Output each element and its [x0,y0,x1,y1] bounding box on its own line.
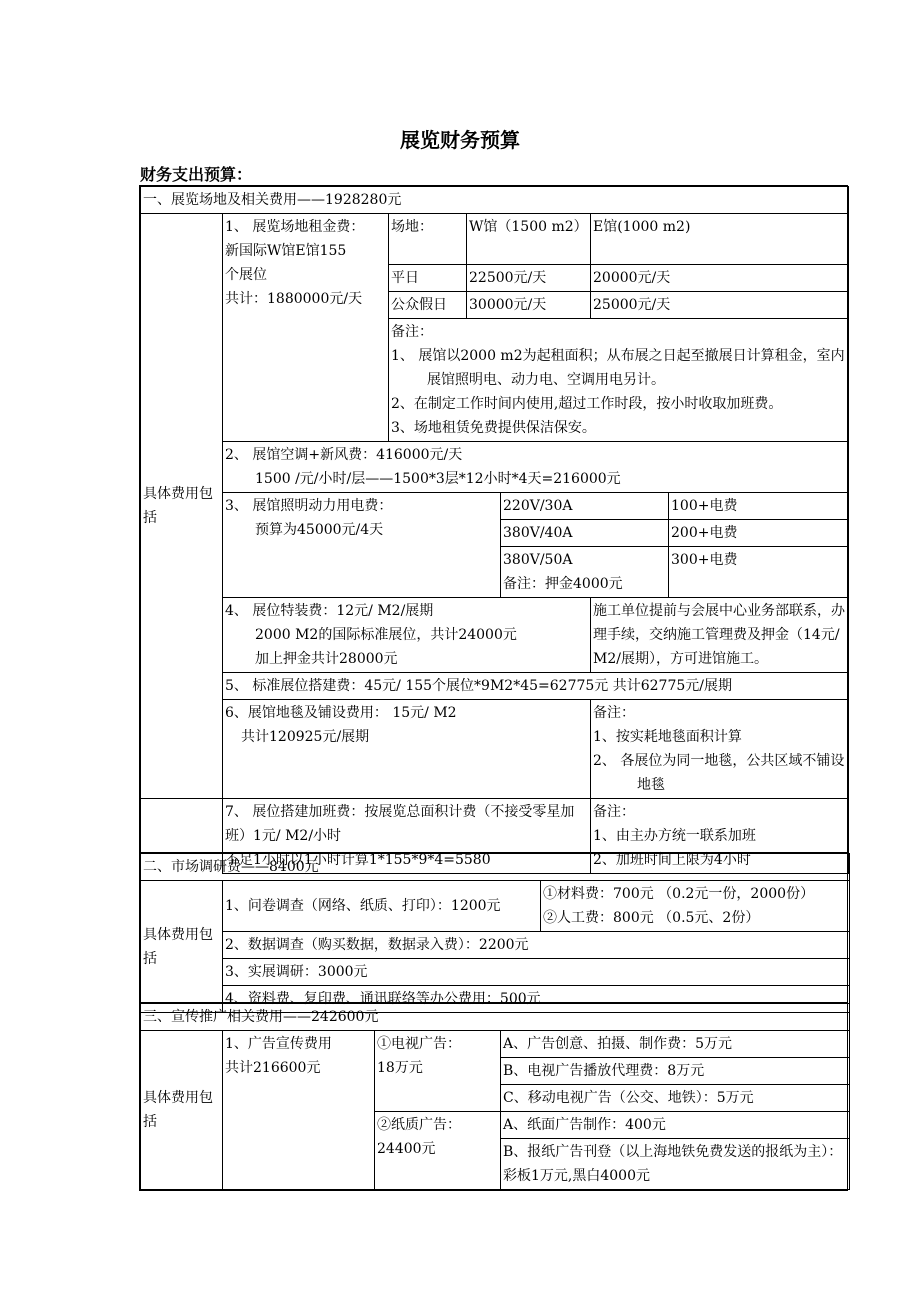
holiday-label: 公众假日 [389,292,467,319]
office-misc: 4、资料费、复印费、通讯联络等办公费用：500元 [223,986,850,1013]
text: ②纸质广告： [377,1117,461,1133]
power-spec [501,547,669,598]
text: 加上押金共计28000元 [255,651,398,667]
text: 1500 /元/小时/层——1500*3层*12小时*4天=216000元 [255,471,621,487]
text: 2000 M2的国际标准展位，共计24000元 [255,627,517,643]
text: 4、 展位特装费：12元/ M2/展期 [225,603,434,619]
text: ②人工费：800元 （0.5元、2份） [543,910,760,926]
text: 个展位 [225,267,267,283]
row-label: 具体费用包括 [141,881,223,1013]
booth-desc [223,598,591,673]
row-label: 具体费用包括 [141,214,223,799]
power-spec: 220V/30A [501,493,669,520]
text: 预算为45000元/4天 [255,522,384,538]
holiday-e: 25000元/天 [591,292,849,319]
text: 共计216600元 [225,1060,321,1076]
text: 7、 展位搭建加班费：按展览总面积计费（不接受零星加班）1元/ M2/小时 [225,804,575,844]
text: 共计：1880000元/天 [225,291,363,307]
venue-header: 场地： [389,214,467,265]
text: 新国际W馆E馆155 [225,243,347,259]
text: 不足1小时以1小时计算1*155*9*4=5580 [225,852,491,868]
power-desc [223,493,501,547]
power-fee: 300+电费 [669,547,849,598]
weekday-label: 平日 [389,265,467,292]
tv-item: C、移动电视广告（公交、地铁）：5万元 [501,1085,850,1112]
power-fee: 100+电费 [669,493,849,520]
text: 备注： [593,804,635,820]
tv-item: B、电视广告播放代理费：8万元 [501,1058,850,1085]
ad-desc [223,1031,375,1190]
power-spec: 380V/40A [501,520,669,547]
text: 1、按实耗地毯面积计算 [593,729,742,745]
carpet-notes [591,700,849,799]
section-research [139,852,848,1013]
text: 共计120925元/展期 [241,729,370,745]
section-venue [139,185,848,874]
text: 1、广告宣传费用 [225,1036,332,1052]
w-hall-header: W馆（1500 m2） [467,214,591,265]
carpet-desc [223,700,591,799]
booth-note: 施工单位提前与会展中心业务部联系，办理手续，交纳施工管理费及押金（14元/ M2/展期），方可进馆施工。 [591,598,849,673]
holiday-w: 30000元/天 [467,292,591,319]
power-note: 备注：押金4000元 [503,576,623,592]
tv-ad [375,1031,501,1112]
tv-item: A、广告创意、拍摄、制作费：5万元 [501,1031,850,1058]
section-header: 三、宣传推广相关费用——242600元 [141,1004,850,1031]
budget-subtitle: 财务支出预算： [140,165,253,184]
e-hall-header: E馆(1000 m2) [591,214,849,265]
std-booth-fee: 5、 标准展位搭建费：45元/ 155个展位*9M2*45=62775元 共计62775元/展期 [223,673,849,700]
section-promotion [139,1002,848,1191]
rent-notes [389,319,849,442]
text: 3、 展馆照明动力用电费： [225,498,393,514]
questionnaire: 1、问卷调查（网络、纸质、打印）：1200元 [223,881,541,932]
section-header: 二、市场调研费——8400元 [141,854,850,881]
weekday-w: 22500元/天 [467,265,591,292]
paper-item: A、纸面广告制作：400元 [501,1112,850,1139]
section-header: 一、展览场地及相关费用——1928280元 [141,187,849,214]
text: 2、加班时间上限为4小时 [593,852,751,868]
row-label: 具体费用包括 [141,1031,223,1190]
text: ①电视广告： [377,1036,461,1052]
text: 备注： [391,324,433,340]
text: 1、由主办方统一联系加班 [593,828,756,844]
text: 18万元 [377,1060,423,1076]
text: 2、在制定工作时间内使用,超过工作时段，按小时收取加班费。 [391,396,783,412]
text: ①材料费：700元 （0.2元一份，2000份） [543,886,815,902]
text: 3、场地租赁免费提供保洁保安。 [391,420,596,436]
paper-ad [375,1112,501,1190]
power-fee: 200+电费 [669,520,849,547]
text: 380V/50A [503,552,573,568]
text: 1、 展馆以2000 m2为起租面积；从布展之日起至撤展日计算租金，室内展馆照明电、动力电、空调用电另计。 [391,348,845,388]
rent-desc [223,214,389,442]
text: 备注： [593,705,635,721]
data-survey: 2、数据调查（购买数据，数据录入费）：2200元 [223,932,850,959]
text: 6、展馆地毯及铺设费用： 15元/ M2 [225,705,457,721]
text: 2、 展馆空调+新风费：416000元/天 [225,447,463,463]
paper-item: B、报纸广告刊登（以上海地铁免费发送的报纸为主）：彩板1万元,黑白4000元 [501,1139,850,1190]
field-research: 3、实展调研：3000元 [223,959,850,986]
text: 1、 展览场地租金费： [225,219,365,235]
ac-fee [223,442,849,493]
weekday-e: 20000元/天 [591,265,849,292]
page-title: 展览财务预算 [400,128,520,152]
text: 24400元 [377,1141,436,1157]
power-desc-cont [223,547,501,598]
text: 2、 各展位为同一地毯，公共区域不铺设地毯 [593,753,845,793]
questionnaire-notes [541,881,850,932]
